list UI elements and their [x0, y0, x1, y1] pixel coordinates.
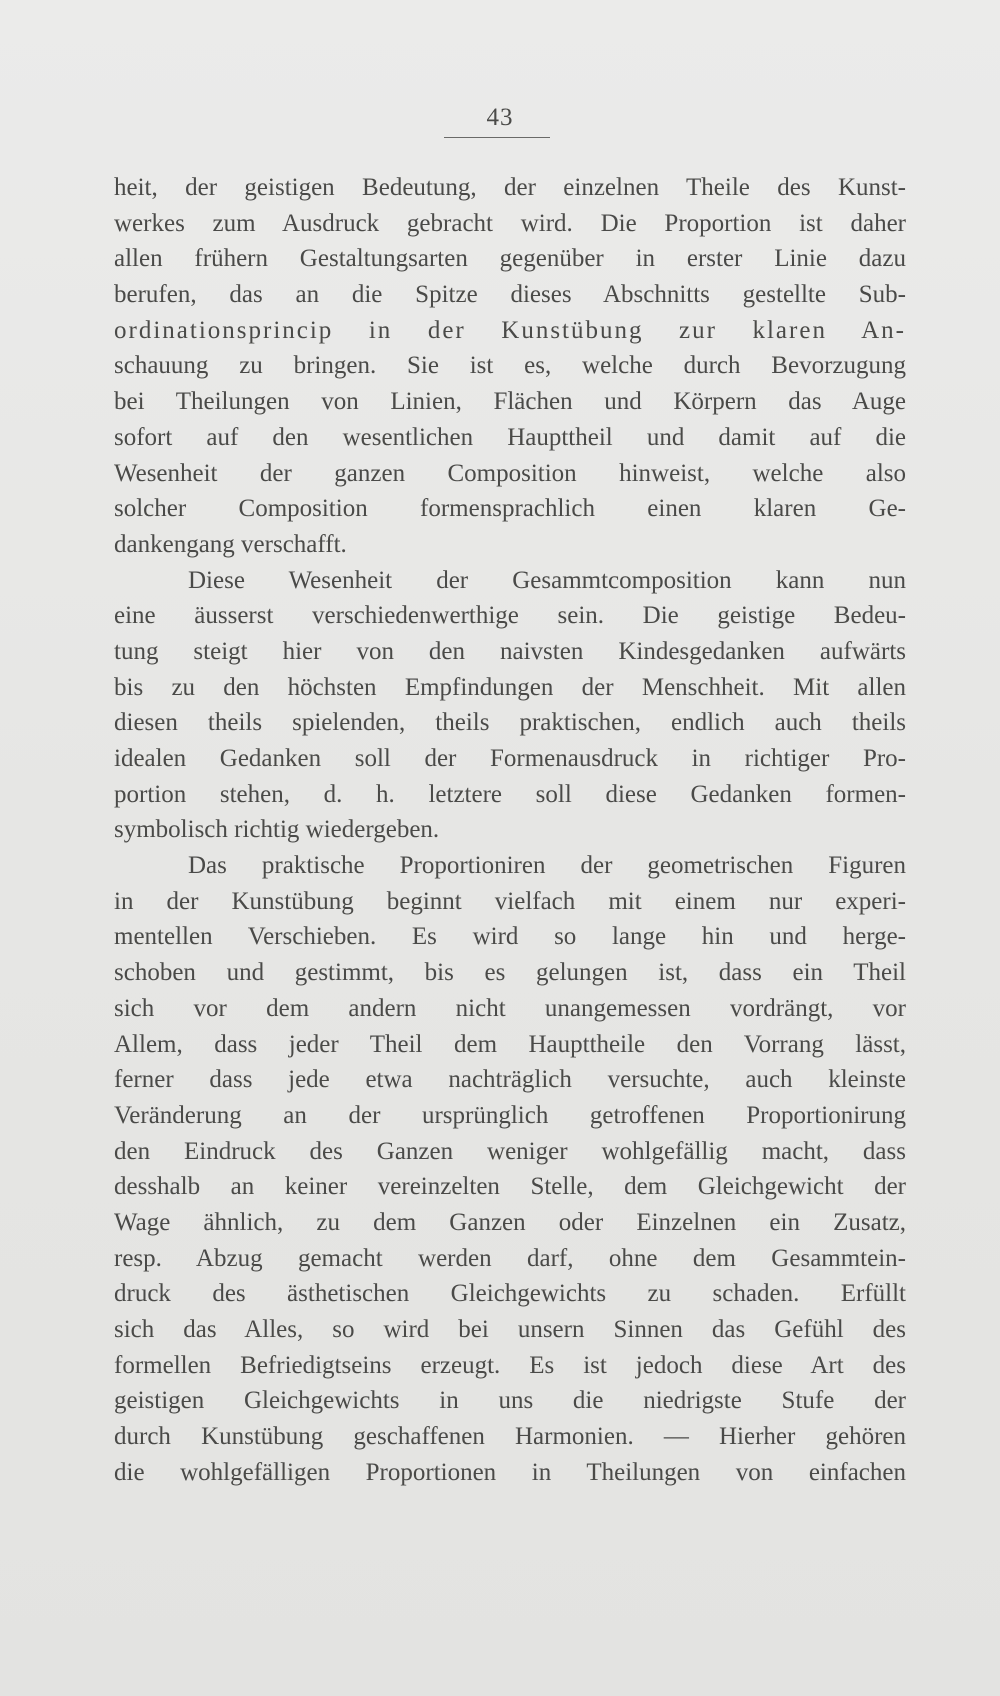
text-line: formellen Befriedigtseins erzeugt. Es ist jedoch diese Art des	[114, 1351, 906, 1379]
text-line: resp. Abzug gemacht werden darf, ohne dem Gesammtein-	[114, 1244, 906, 1272]
text-line: schauung zu bringen. Sie ist es, welche durch Bevorzugung	[114, 352, 906, 380]
text-line: mentellen Verschieben. Es wird so lange hin und herge-	[114, 923, 906, 951]
text-line: eine äusserst verschiedenwerthige sein. Die geistige Bedeu-	[114, 602, 906, 630]
text-line: symbolisch richtig wiedergeben.	[114, 816, 440, 844]
text-line: durch Kunstübung geschaffenen Harmonien. — Hierher gehören	[114, 1423, 906, 1451]
text-line: Allem, dass jeder Theil dem Haupttheile den Vorrang lässt,	[114, 1030, 906, 1058]
text-line: schoben und gestimmt, bis es gelungen ist, dass ein Theil	[114, 959, 906, 987]
paragraph-1	[114, 170, 906, 563]
text-line: berufen, das an die Spitze dieses Abschnitts gestellte Sub-	[114, 281, 906, 309]
paragraph-3	[114, 848, 906, 1490]
text-line: tung steigt hier von den naivsten Kindesgedanken aufwärts	[114, 637, 906, 665]
page-number: 43	[486, 104, 514, 131]
text-line: ferner dass jede etwa nachträglich versuchte, auch kleinste	[114, 1066, 906, 1094]
text-line: druck des ästhetischen Gleichgewichts zu schaden. Erfüllt	[114, 1280, 906, 1308]
text-line: Das praktische Proportioniren der geometrischen Figuren	[188, 852, 906, 880]
text-line: in der Kunstübung beginnt vielfach mit einem nur experi-	[114, 887, 906, 915]
page-number-rule	[444, 137, 550, 138]
text-line: geistigen Gleichgewichts in uns die niedrigste Stufe der	[114, 1387, 906, 1415]
text-line: solcher Composition formensprachlich einen klaren Ge-	[114, 495, 906, 523]
text-line: diesen theils spielenden, theils praktischen, endlich auch theils	[114, 709, 906, 737]
text-line: die wohlgefälligen Proportionen in Theilungen von einfachen	[114, 1458, 906, 1486]
text-line: bis zu den höchsten Empfindungen der Menschheit. Mit allen	[114, 673, 906, 701]
text-line: den Eindruck des Ganzen weniger wohlgefällig macht, dass	[114, 1137, 906, 1165]
text-line: Wesenheit der ganzen Composition hinweist, welche also	[114, 459, 906, 487]
text-line: desshalb an keiner vereinzelten Stelle, dem Gleichgewicht der	[114, 1173, 906, 1201]
text-line: idealen Gedanken soll der Formenausdruck in richtiger Pro-	[114, 745, 906, 772]
text-line: allen frühern Gestaltungsarten gegenüber in erster Linie dazu	[114, 245, 906, 273]
text-line: Diese Wesenheit der Gesammtcomposition kann nun	[188, 566, 906, 594]
text-line: dankengang verschafft.	[114, 530, 347, 558]
text-line: Wage ähnlich, zu dem Ganzen oder Einzelnen ein Zusatz,	[114, 1208, 906, 1236]
text-line: ordinationsprincip in der Kunstübung zur klaren An-	[114, 316, 906, 344]
body-text	[114, 170, 906, 1490]
text-line: Veränderung an der ursprünglich getroffenen Proportionirung	[114, 1101, 906, 1129]
text-line: werkes zum Ausdruck gebracht wird. Die Proportion ist daher	[114, 209, 906, 237]
text-line: sich das Alles, so wird bei unsern Sinnen das Gefühl des	[114, 1316, 906, 1343]
text-line: heit, der geistigen Bedeutung, der einzelnen Theile des Kunst-	[114, 174, 906, 201]
text-line: bei Theilungen von Linien, Flächen und Körpern das Auge	[114, 388, 906, 416]
paragraph-2	[114, 563, 906, 849]
text-line: sofort auf den wesentlichen Haupttheil und damit auf die	[114, 423, 906, 451]
text-line: portion stehen, d. h. letztere soll diese Gedanken formen-	[114, 780, 906, 808]
text-line: sich vor dem andern nicht unangemessen vordrängt, vor	[114, 994, 906, 1022]
